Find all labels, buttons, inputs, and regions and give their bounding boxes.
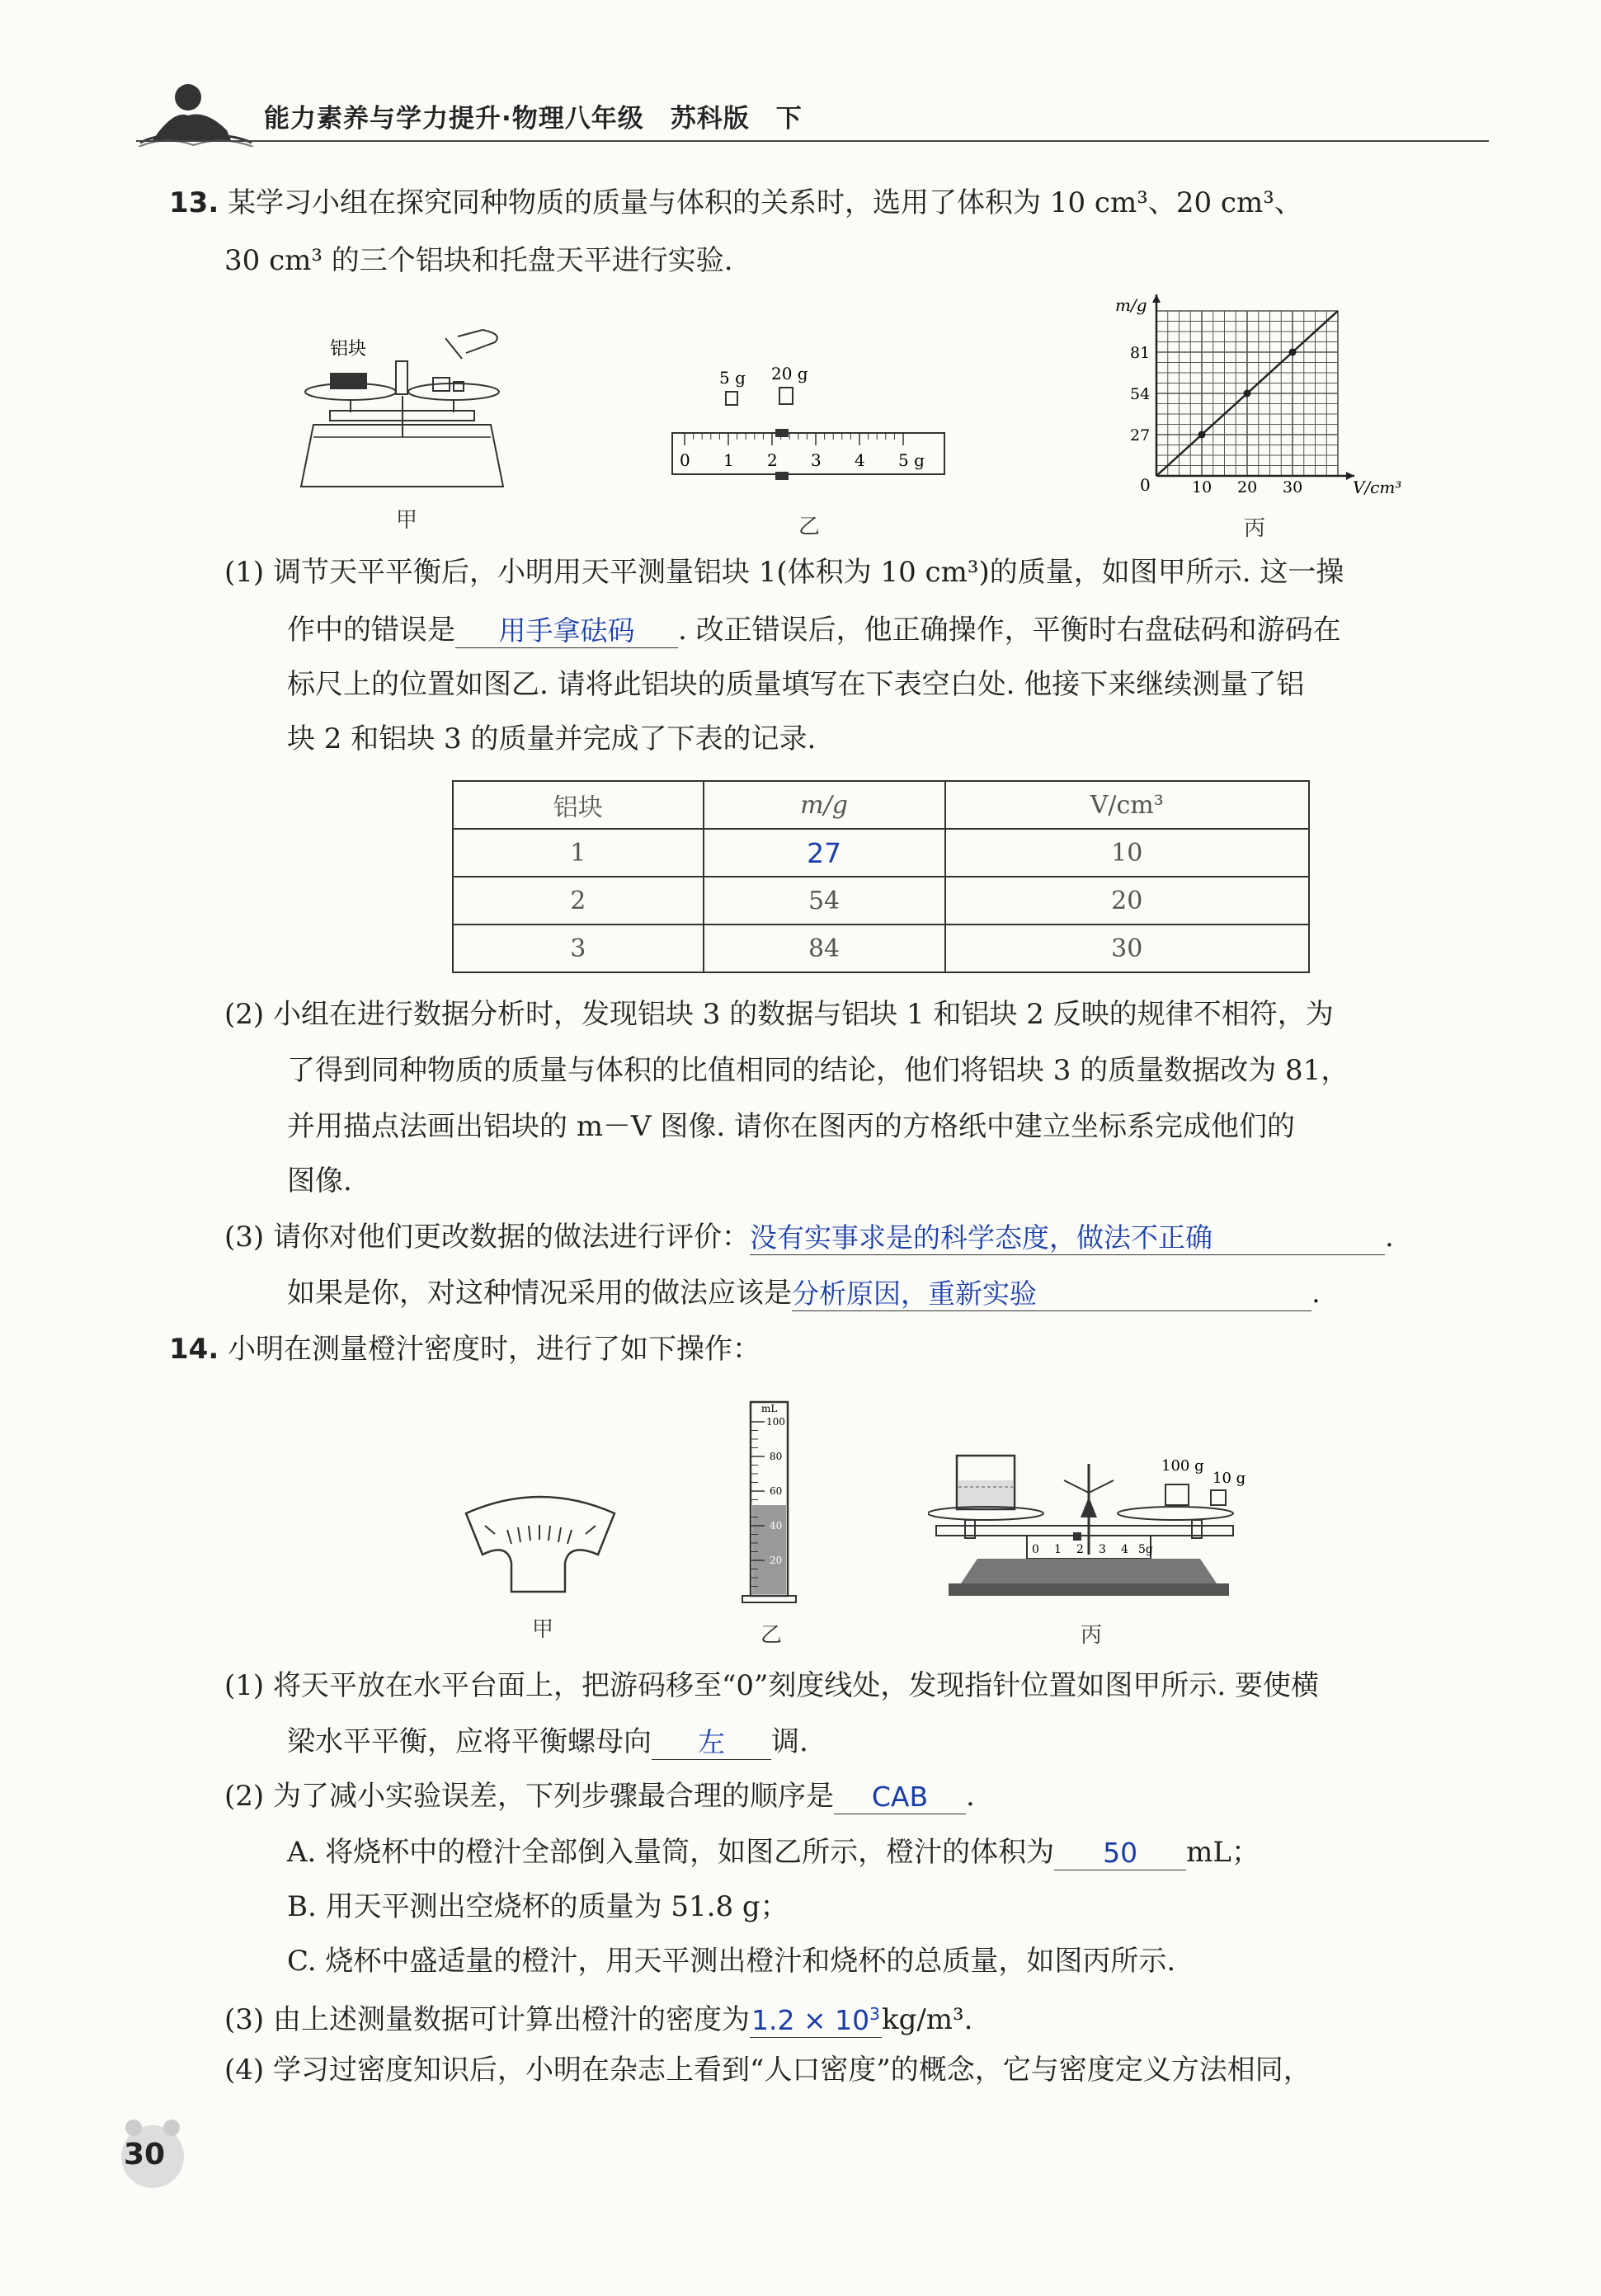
table-cell: 84 xyxy=(704,925,945,972)
q13-fig-yi-weight-20g: 20 g xyxy=(771,364,808,383)
q13-p3-answer1: 没有实事求是的科学态度，做法不正确 xyxy=(750,1221,1385,1255)
q13-figure-bing-mv-chart xyxy=(1105,293,1419,511)
q14-fig-bing-tick-2: 2 xyxy=(1076,1543,1084,1556)
q13-intro-text1: 某学习小组在探究同种物质的质量与体积的关系时，选用了体积为 10 cm³、20 cm³、 xyxy=(228,186,1302,219)
q13-p1-line3: 标尺上的位置如图乙. 请将此铝块的质量填写在下表空白处. 他接下来继续测量了铝 xyxy=(287,668,1305,701)
chart-x-tick-label: 10 xyxy=(1192,478,1213,496)
q14-p4-line: (4) 学习过密度知识后，小明在杂志上看到“人口密度”的概念，它与密度定义方法相同， xyxy=(224,2054,1311,2087)
q13-fig-jia-label: 铝块 xyxy=(330,339,367,360)
table-cell: 30 xyxy=(945,925,1309,972)
q13-fig-yi-tick-3: 3 xyxy=(811,450,822,470)
q13-p1-line4: 块 2 和铝块 3 的质量并完成了下表的记录. xyxy=(287,722,817,755)
q13-fig-yi-tick-2: 2 xyxy=(767,450,778,470)
q13-fig-yi-tick-5: 5 g xyxy=(898,450,925,470)
table-cell: 3 xyxy=(453,925,704,972)
y-axis-arrow xyxy=(1152,294,1161,303)
q13-p2-line4: 图像. xyxy=(287,1164,352,1197)
q14-option-a-unit: mL； xyxy=(1186,1836,1260,1869)
table-row xyxy=(453,829,1309,877)
q13-p2-line3: 并用描点法画出铝块的 m－V 图像. 请你在图丙的方格纸中建立坐标系完成他们的 xyxy=(287,1110,1296,1143)
q14-p3-answer-exponent: 3 xyxy=(869,2004,880,2024)
q14-p2-line xyxy=(224,1778,975,1814)
chart-data-point xyxy=(1198,431,1206,439)
q14-cylinder-unit: mL xyxy=(761,1403,778,1414)
q13-figure-yi-scale xyxy=(668,363,949,495)
q13-p1-text2b: . 改正错误后，他正确操作，平衡时右盘砝码和游码在 xyxy=(678,614,1341,647)
header-divider xyxy=(136,140,1489,142)
q14-fig-bing-tick-3: 3 xyxy=(1099,1543,1106,1556)
q14-p2-text: (2) 为了减小实验误差，下列步骤最合理的顺序是 xyxy=(224,1780,834,1813)
q14-figure-jia-pointer xyxy=(462,1484,619,1608)
chart-data-point xyxy=(1244,390,1251,398)
q14-option-a-text: A. 将烧杯中的橙汁全部倒入量筒，如图乙所示，橙汁的体积为 xyxy=(287,1836,1055,1869)
q14-fig-bing-tick-0: 0 xyxy=(1032,1543,1039,1556)
q13-fig-jia-caption: 甲 xyxy=(396,508,418,533)
q14-p3-answer xyxy=(750,1997,882,2038)
q14-p3-unit: kg/m³. xyxy=(881,2003,973,2036)
q14-option-a-answer: 50 xyxy=(1054,1837,1186,1870)
q14-fig-yi-caption: 乙 xyxy=(760,1623,783,1648)
header-logo xyxy=(132,64,256,147)
q14-number: 14. xyxy=(169,1333,219,1366)
table-header: m/g xyxy=(704,781,945,829)
q13-p3-text1: (3) 请你对他们更改数据的做法进行评价： xyxy=(224,1221,750,1254)
q14-fig-jia-caption: 甲 xyxy=(532,1617,554,1642)
q14-cylinder-tick-100: 100 xyxy=(766,1416,785,1428)
q14-option-a xyxy=(287,1834,1260,1870)
q13-p2-line2: 了得到同种物质的质量与体积的比值相同的结论，他们将铝块 3 的质量数据改为 81， xyxy=(287,1054,1349,1087)
q14-fig-bing-tick-5: 5g xyxy=(1138,1543,1153,1556)
q14-p3-text: (3) 由上述测量数据可计算出橙汁的密度为 xyxy=(224,2003,750,2036)
table-cell: 2 xyxy=(453,877,704,925)
q13-p1-text2a: 作中的错误是 xyxy=(287,614,455,647)
table-header-row xyxy=(453,781,1309,829)
q14-p2-period: . xyxy=(965,1780,975,1813)
q13-p3-answer2: 分析原因，重新实验 xyxy=(792,1277,1311,1311)
chart-y-tick-label: 54 xyxy=(1130,385,1151,403)
q13-number: 13. xyxy=(169,186,219,219)
q14-intro-line xyxy=(169,1331,760,1367)
page-number: 30 xyxy=(124,2138,166,2171)
q13-figure-jia-balance xyxy=(297,313,511,495)
q13-fig-bing-caption: 丙 xyxy=(1244,516,1266,541)
table-header: V/cm³ xyxy=(945,781,1309,829)
table-cell: 54 xyxy=(704,877,945,925)
chart-ylabel: m/g xyxy=(1115,295,1147,315)
q13-p1-line1: (1) 调节天平平衡后，小明用天平测量铝块 1(体积为 10 cm³)的质量，如图甲所示. 这一操 xyxy=(224,556,1344,589)
q14-p3-line xyxy=(224,1997,972,2038)
header-title: 能力素养与学力提升·物理八年级 苏科版 下 xyxy=(264,104,803,134)
q14-p1-line1: (1) 将天平放在水平台面上，把游码移至“0”刻度线处，发现指针位置如图甲所示. 要使横 xyxy=(224,1669,1319,1702)
q14-cylinder-tick-60: 60 xyxy=(770,1485,783,1497)
q13-intro-line1 xyxy=(169,185,1302,221)
q14-option-b: B. 用天平测出空烧杯的质量为 51.8 g； xyxy=(287,1890,789,1923)
chart-origin-label: 0 xyxy=(1140,475,1151,495)
q13-fig-yi-weight-5g: 5 g xyxy=(719,368,746,388)
table-row xyxy=(453,925,1309,972)
table-row xyxy=(453,877,1309,925)
chart-xlabel: V/cm³ xyxy=(1353,478,1402,497)
q14-p3-answer-base: 1.2 × 10 xyxy=(751,2004,870,2036)
table-cell: 20 xyxy=(945,877,1309,925)
chart-y-tick-label: 27 xyxy=(1130,426,1151,445)
q14-fig-bing-weight-100g: 100 g xyxy=(1161,1457,1204,1475)
q13-data-table xyxy=(452,780,1310,973)
table-cell-answer: 27 xyxy=(704,829,945,877)
q14-figure-yi-cylinder xyxy=(738,1394,812,1608)
q13-p3-line2: 如果是你，对这种情况采用的做法应该是分析原因，重新实验 . xyxy=(287,1277,1321,1310)
q14-cylinder-tick-20: 20 xyxy=(770,1555,783,1566)
q14-figure-bing-balance xyxy=(928,1439,1250,1612)
q13-p2-line1: (2) 小组在进行数据分析时，发现铝块 3 的数据与铝块 1 和铝块 2 反映的规律不相符，为 xyxy=(224,998,1334,1031)
q14-cylinder-tick-80: 80 xyxy=(770,1451,783,1462)
chart-y-tick-label: 81 xyxy=(1130,344,1151,362)
q14-p1-line2 xyxy=(287,1724,808,1760)
q14-fig-bing-tick-1: 1 xyxy=(1054,1543,1062,1556)
q14-fig-bing-tick-4: 4 xyxy=(1121,1543,1128,1556)
q14-cylinder-tick-40: 40 xyxy=(770,1520,783,1531)
chart-x-tick-label: 30 xyxy=(1283,478,1303,496)
chart-x-tick-label: 20 xyxy=(1237,478,1258,496)
q13-intro-line2: 30 cm³ 的三个铝块和托盘天平进行实验. xyxy=(224,244,733,277)
q14-p1-text2a: 梁水平平衡，应将平衡螺母向 xyxy=(287,1725,652,1758)
table-cell: 10 xyxy=(945,829,1309,877)
q13-fig-yi-tick-0: 0 xyxy=(680,450,690,470)
q13-p1-answer: 用手拿砝码 xyxy=(455,614,678,648)
table-cell: 1 xyxy=(453,829,704,877)
q13-p3-line1: (3) 请你对他们更改数据的做法进行评价：没有实事求是的科学态度，做法不正确 . xyxy=(224,1221,1394,1254)
q14-p1-answer: 左 xyxy=(652,1726,771,1760)
q13-fig-yi-tick-1: 1 xyxy=(723,450,734,470)
chart-data-point xyxy=(1289,349,1297,356)
q14-p2-answer: CAB xyxy=(834,1781,966,1814)
table-header: 铝块 xyxy=(453,781,704,829)
q14-fig-bing-caption: 丙 xyxy=(1081,1623,1103,1648)
q14-p1-text2b: 调. xyxy=(771,1725,808,1758)
q13-p3-text2: 如果是你，对这种情况采用的做法应该是 xyxy=(287,1277,792,1310)
q13-fig-yi-tick-4: 4 xyxy=(855,450,865,470)
q14-option-c: C. 烧杯中盛适量的橙汁，用天平测出橙汁和烧杯的总质量，如图丙所示. xyxy=(287,1945,1176,1978)
q14-fig-bing-weight-10g: 10 g xyxy=(1213,1470,1246,1487)
q13-p1-line2 xyxy=(287,612,1341,648)
q14-intro-text: 小明在测量橙汁密度时，进行了如下操作： xyxy=(228,1333,761,1366)
q13-fig-yi-caption: 乙 xyxy=(798,515,821,539)
